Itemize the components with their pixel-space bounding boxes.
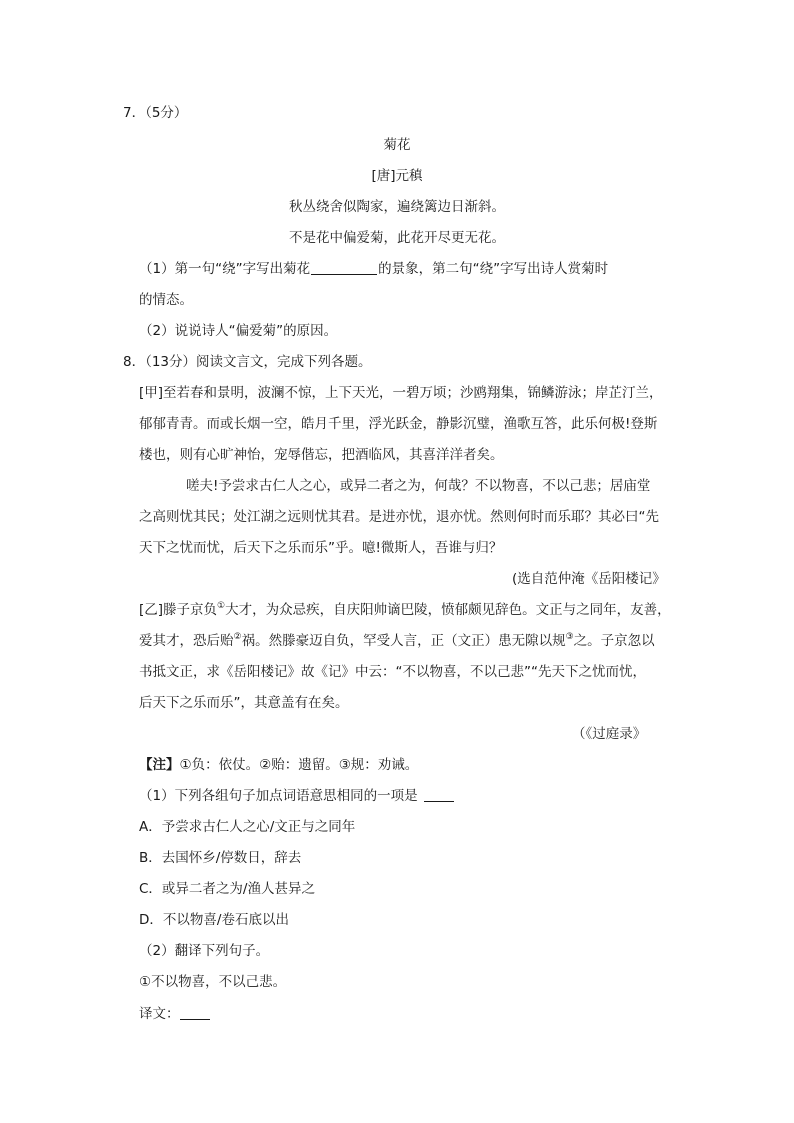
q8-sub1-text: （1）下列各组句子加点词语意思相同的一项是	[139, 788, 418, 804]
poem-author: [唐]元稹	[371, 168, 423, 184]
translation-sentence-1: ①不以物喜，不以己悲。	[139, 974, 287, 990]
poem-line-2: 不是花中偏爱菊，此花开尽更无花。	[289, 230, 505, 246]
passage-yi-line: 后天下之乐而乐”，其意盖有在矣。	[139, 695, 349, 711]
yi-text: [乙]滕子京负	[139, 602, 218, 618]
q8-header: 8．（13分）阅读文言文，完成下列各题。	[123, 354, 372, 370]
option-d[interactable]: D．不以物喜/卷石底以出	[139, 912, 289, 928]
footnote-marker: ③	[565, 632, 574, 642]
q7-subquestion-2: （2）说说诗人“偏爱菊”的原因。	[139, 323, 338, 339]
footnote-marker: ①	[217, 601, 226, 611]
q7-sub1-continuation: 的情态。	[139, 292, 193, 308]
poem-line-1: 秋丛绕舍似陶家，遍绕篱边日渐斜。	[289, 199, 505, 215]
passage-jia-source: (选自范仲淹《岳阳楼记》	[512, 571, 666, 587]
option-c[interactable]: C．或异二者之为/渔人甚异之	[139, 881, 315, 897]
passage-yi-line	[139, 600, 671, 620]
option-a[interactable]: A．予尝求古仁人之心/文正与之同年	[139, 819, 356, 835]
passage-jia-line: [甲]至若春和景明，波澜不惊，上下天光，一碧万顷；沙鸥翔集，锦鳞游泳；岸芷汀兰，	[139, 385, 663, 401]
q7-header: 7．（5分）	[123, 105, 188, 121]
yi-text: 之。子京忽以	[573, 633, 655, 649]
footnote-marker: ②	[233, 632, 242, 642]
poem-title: 菊花	[383, 137, 411, 153]
q8-subquestion-2: （2）翻译下列句子。	[139, 943, 270, 959]
passage-jia-line: 嗟夫!予尝求古仁人之心，或异二者之为，何哉？不以物喜，不以己悲；居庙堂	[186, 478, 651, 494]
passage-jia-line: 之高则忧其民；处江湖之远则忧其君。是进亦忧，退亦忧。然则何时而乐耶？其必曰“先	[139, 509, 659, 525]
passage-yi-line: 书抵文正，求《岳阳楼记》故《记》中云：“不以物喜，不以己悲”“先天下之忧而忧，	[139, 664, 646, 680]
answer-blank[interactable]	[180, 1005, 210, 1020]
note-label: 【注】	[139, 757, 180, 773]
translation-answer	[139, 1004, 210, 1024]
passage-jia-line: 郁郁青青。而或长烟一空，皓月千里，浮光跃金，静影沉璧，渔歌互答，此乐何极!登斯	[139, 416, 658, 432]
passage-yi-line	[139, 631, 655, 651]
option-b[interactable]: B．去国怀乡/停数日，辞去	[139, 850, 302, 866]
passage-jia-line: 天下之忧而忧，后天下之乐而乐”乎。噫!微斯人，吾谁与归？	[139, 540, 503, 556]
note-text: ①负：依仗。②贻：遗留。③规：劝诫。	[179, 757, 419, 773]
yi-text: 祸。然滕豪迈自负，罕受人言，正（文正）患无隙以规	[241, 633, 566, 649]
annotation-note	[139, 755, 418, 775]
passage-jia-line: 楼也，则有心旷神怡，宠辱偕忘，把酒临风，其喜洋洋者矣。	[139, 447, 504, 463]
q7-subquestion-1	[139, 259, 608, 279]
answer-label: 译文：	[139, 1006, 180, 1022]
answer-blank[interactable]	[424, 787, 454, 802]
q7-sub1-text-b: 的景象，第二句“绕”字写出诗人赏菊时	[378, 261, 609, 277]
yi-text: 爱其才，恐后贻	[139, 633, 234, 649]
answer-blank[interactable]	[311, 260, 377, 275]
passage-yi-source: （《过庭录》	[572, 726, 647, 742]
q7-sub1-text-a: （1）第一句“绕”字写出菊花	[139, 261, 311, 277]
yi-text: 大才，为众忌疾，自庆阳帅谪巴陵，愤郁颇见辞色。文正与之同年，友善，	[225, 602, 671, 618]
q8-subquestion-1	[139, 786, 454, 806]
